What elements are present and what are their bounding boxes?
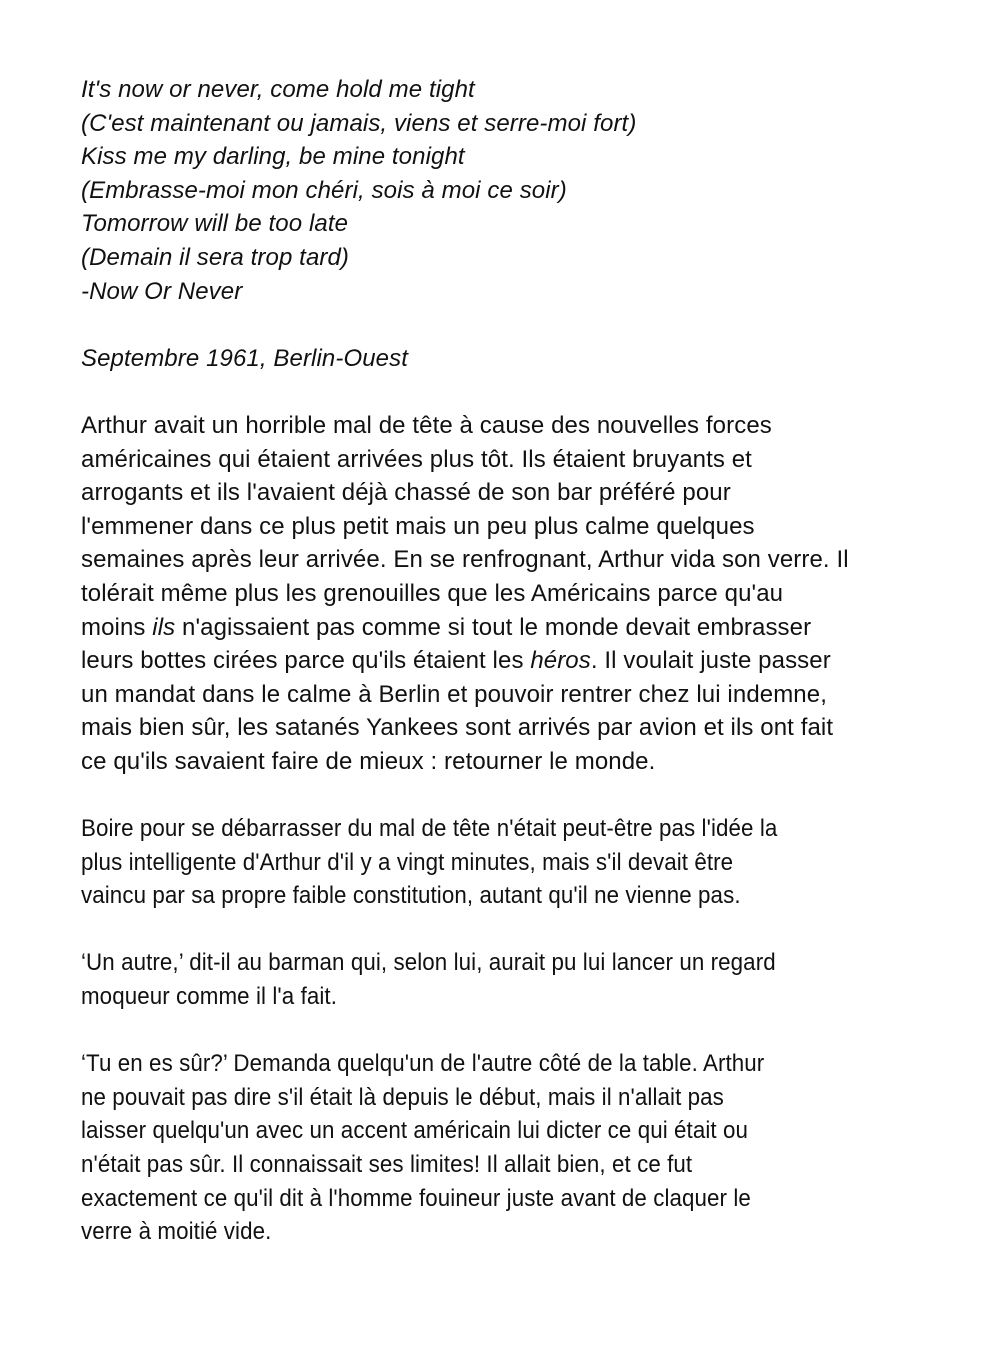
paragraph-4 (81, 1047, 899, 1249)
paragraph-1 (81, 409, 961, 779)
text-line: tolérait même plus les grenouilles que les Américains parce qu'au (81, 579, 784, 607)
spacer (81, 1014, 961, 1048)
document-page (81, 73, 961, 1249)
dateline: Septembre 1961, Berlin-Ouest (81, 344, 408, 372)
spacer (81, 375, 961, 409)
text-line: moqueur comme il l'a fait. (81, 983, 338, 1011)
emphasis-heros: héros (530, 647, 591, 675)
text-line: n'était pas sûr. Il connaissait ses limites! Il allait bien, et ce fut (81, 1151, 693, 1178)
text-line: ce qu'ils savaient faire de mieux : retourner le monde. (81, 747, 656, 775)
text-run: . Il voulait juste passer (590, 647, 831, 675)
text-line: l'emmener dans ce plus petit mais un peu plus calme quelques (81, 512, 755, 540)
text-line: exactement ce qu'il dit à l'homme fouineur juste avant de claquer le (81, 1184, 751, 1212)
text-line: Arthur avait un horrible mal de tête à cause des nouvelles forces (81, 411, 772, 439)
epigraph-line: (C'est maintenant ou jamais, viens et serre-moi fort) (81, 109, 637, 137)
paragraph-2 (81, 812, 899, 913)
text-line: verre à moitié vide. (81, 1218, 272, 1246)
text-line: ‘Un autre,’ dit-il au barman qui, selon lui, aurait pu lui lancer un regard (81, 949, 776, 977)
epigraph-line: (Demain il sera trop tard) (81, 243, 350, 271)
text-line: ne pouvait pas dire s'il était là depuis le début, mais il n'allait pas (81, 1083, 724, 1111)
text-line: Boire pour se débarrasser du mal de tête n'était peut-être pas l'idée la (81, 815, 778, 843)
text-run: moins (81, 613, 153, 641)
song-epigraph (81, 73, 961, 308)
epigraph-line: Kiss me my darling, be mine tonight (81, 143, 465, 171)
epigraph-attribution: -Now Or Never (81, 277, 243, 305)
text-line: arrogants et ils l'avaient déjà chassé de son bar préféré pour (81, 479, 731, 507)
text-line: plus intelligente d'Arthur d'il y a vingt minutes, mais s'il devait être (81, 848, 734, 876)
text-line (81, 644, 961, 678)
text-line: vaincu par sa propre faible constitution, autant qu'il ne vienne pas. (81, 882, 741, 910)
spacer (81, 308, 961, 342)
epigraph-line: Tomorrow will be too late (81, 210, 349, 238)
text-line: semaines après leur arrivée. En se renfrognant, Arthur vida son verre. Il (81, 546, 849, 574)
text-line (81, 611, 961, 645)
text-run: leurs bottes cirées parce qu'ils étaient les (81, 647, 531, 675)
text-line: un mandat dans le calme à Berlin et pouvoir rentrer chez lui indemne, (81, 680, 827, 708)
emphasis-ils: ils (152, 613, 176, 641)
paragraph-3 (81, 946, 899, 1013)
text-run: n'agissaient pas comme si tout le monde devait embrasser (175, 613, 812, 641)
spacer (81, 778, 961, 812)
spacer (81, 913, 961, 947)
epigraph-line: (Embrasse-moi mon chéri, sois à moi ce soir) (81, 176, 567, 204)
text-line: ‘Tu en es sûr?’ Demanda quelqu'un de l'autre côté de la table. Arthur (81, 1050, 765, 1078)
text-line: laisser quelqu'un avec un accent américain lui dicter ce qui était ou (81, 1117, 749, 1145)
text-line: mais bien sûr, les satanés Yankees sont arrivés par avion et ils ont fait (81, 714, 834, 742)
epigraph-line: It's now or never, come hold me tight (81, 76, 475, 103)
text-line: américaines qui étaient arrivées plus tôt. Ils étaient bruyants et (81, 445, 752, 473)
